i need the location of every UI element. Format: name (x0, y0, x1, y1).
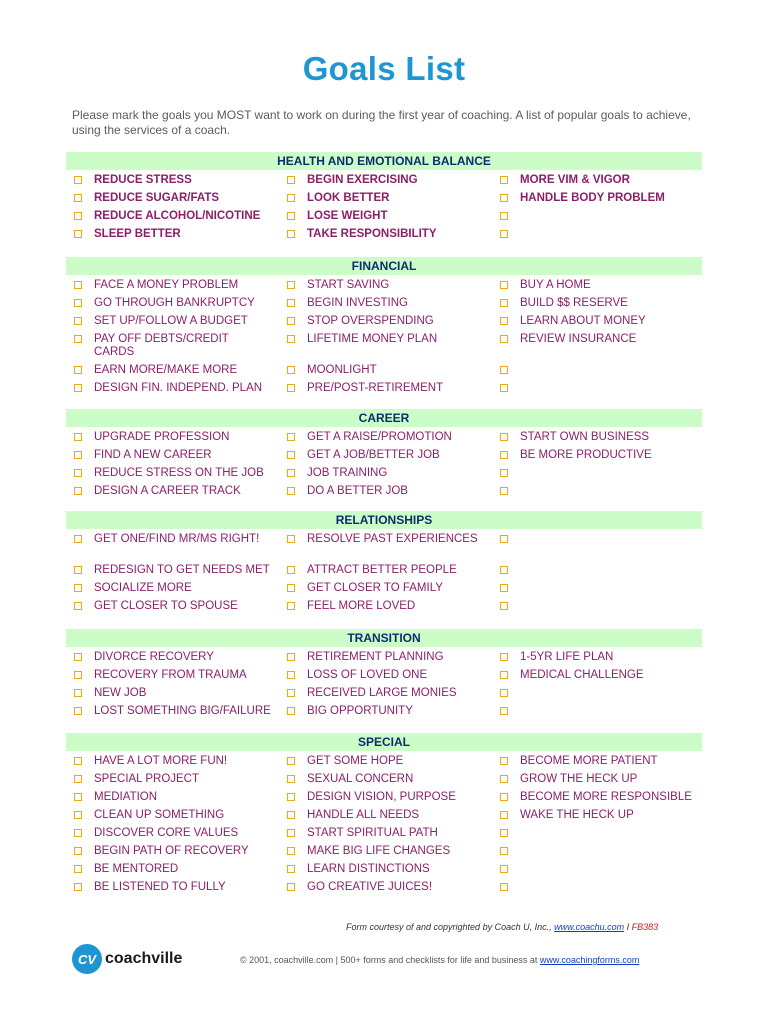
goal-label: FIND A NEW CAREER (94, 449, 212, 461)
goal-label: TAKE RESPONSIBILITY (307, 228, 437, 240)
section-heading: SPECIAL (66, 733, 702, 751)
goal-label: LIFETIME MONEY PLAN (307, 333, 438, 345)
goal-checkbox[interactable] (287, 811, 295, 819)
goal-checkbox[interactable] (74, 384, 82, 392)
goal-label: UPGRADE PROFESSION (94, 431, 230, 443)
goal-label: CLEAN UP SOMETHING (94, 809, 225, 821)
goal-grid (66, 529, 702, 618)
goal-checkbox[interactable] (500, 847, 508, 855)
goal-checkbox[interactable] (74, 433, 82, 441)
section-3 (66, 511, 702, 618)
goal-label: BUILD $$ RESERVE (520, 297, 628, 309)
goal-checkbox[interactable] (500, 366, 508, 374)
goal-label: BEGIN INVESTING (307, 297, 408, 309)
section-4 (66, 629, 702, 723)
goal-label: MEDICAL CHALLENGE (520, 669, 644, 681)
goal-label: PRE/POST-RETIREMENT (307, 382, 444, 394)
coachville-logo (72, 944, 182, 974)
goal-checkbox[interactable] (500, 535, 508, 543)
goal-checkbox[interactable] (287, 584, 295, 592)
goal-checkbox[interactable] (74, 602, 82, 610)
goal-checkbox[interactable] (500, 757, 508, 765)
goal-checkbox[interactable] (74, 757, 82, 765)
goal-label: DESIGN VISION, PURPOSE (307, 791, 456, 803)
intro-text: Please mark the goals you MOST want to work on during the first year of coaching. A list of popular goals to achieve, using the services of a coach. (72, 108, 691, 137)
goal-label: FEEL MORE LOVED (307, 600, 416, 612)
section-5 (66, 733, 702, 899)
goal-label: GET CLOSER TO SPOUSE (94, 600, 238, 612)
goal-checkbox[interactable] (500, 653, 508, 661)
goal-checkbox[interactable] (287, 793, 295, 801)
goal-label: REDUCE SUGAR/FATS (94, 192, 220, 204)
goal-checkbox[interactable] (74, 335, 82, 343)
goal-checkbox[interactable] (500, 299, 508, 307)
goal-checkbox[interactable] (287, 535, 295, 543)
goal-checkbox[interactable] (74, 212, 82, 220)
copyright-text: © 2001, coachville.com | 500+ forms and checklists for life and business at (240, 955, 540, 965)
goal-label: 1-5YR LIFE PLAN (520, 651, 614, 663)
goal-label: LOSS OF LOVED ONE (307, 669, 428, 681)
goal-checkbox[interactable] (287, 775, 295, 783)
goal-label: BECOME MORE PATIENT (520, 755, 658, 767)
goal-checkbox[interactable] (500, 689, 508, 697)
goal-checkbox[interactable] (287, 212, 295, 220)
goal-grid (66, 170, 702, 246)
goal-label: REVIEW INSURANCE (520, 333, 637, 345)
goal-checkbox[interactable] (287, 335, 295, 343)
goal-checkbox[interactable] (74, 299, 82, 307)
goal-checkbox[interactable] (500, 335, 508, 343)
goal-checkbox[interactable] (287, 865, 295, 873)
goal-checkbox[interactable] (74, 653, 82, 661)
goal-label: GET ONE/FIND MR/MS RIGHT! (94, 533, 260, 545)
goal-checkbox[interactable] (287, 230, 295, 238)
goal-label: PAY OFF DEBTS/CREDIT CARDS (94, 333, 229, 358)
goal-checkbox[interactable] (500, 602, 508, 610)
goal-checkbox[interactable] (500, 707, 508, 715)
goal-grid (66, 275, 702, 400)
goal-checkbox[interactable] (74, 176, 82, 184)
goal-label: ATTRACT BETTER PEOPLE (307, 564, 457, 576)
goal-checkbox[interactable] (287, 829, 295, 837)
goal-checkbox[interactable] (500, 811, 508, 819)
goal-label: DIVORCE RECOVERY (94, 651, 214, 663)
goal-checkbox[interactable] (74, 194, 82, 202)
goal-checkbox[interactable] (500, 793, 508, 801)
goal-checkbox[interactable] (500, 865, 508, 873)
footer-credit (346, 922, 658, 932)
goal-label: REDUCE STRESS (94, 174, 192, 186)
goal-checkbox[interactable] (287, 757, 295, 765)
goal-checkbox[interactable] (74, 566, 82, 574)
goal-label: START OWN BUSINESS (520, 431, 650, 443)
goal-checkbox[interactable] (74, 829, 82, 837)
goal-label: BE MORE PRODUCTIVE (520, 449, 652, 461)
goal-checkbox[interactable] (287, 433, 295, 441)
goal-checkbox[interactable] (74, 584, 82, 592)
goal-checkbox[interactable] (74, 281, 82, 289)
goal-label: GO THROUGH BANKRUPTCY (94, 297, 255, 309)
goal-checkbox[interactable] (500, 281, 508, 289)
section-heading: TRANSITION (66, 629, 702, 647)
goal-label: LOOK BETTER (307, 192, 390, 204)
goal-checkbox[interactable] (500, 829, 508, 837)
goal-label: MOONLIGHT (307, 364, 377, 376)
goal-label: RECOVERY FROM TRAUMA (94, 669, 247, 681)
goal-label: HAVE A LOT MORE FUN! (94, 755, 228, 767)
goal-label: RESOLVE PAST EXPERIENCES (307, 533, 478, 545)
goal-label: BECOME MORE RESPONSIBLE (520, 791, 692, 803)
goal-checkbox[interactable] (500, 487, 508, 495)
goal-checkbox[interactable] (287, 487, 295, 495)
goal-label: GO CREATIVE JUICES! (307, 881, 433, 893)
goal-label: START SPIRITUAL PATH (307, 827, 438, 839)
goal-checkbox[interactable] (287, 317, 295, 325)
goal-label: STOP OVERSPENDING (307, 315, 434, 327)
goal-checkbox[interactable] (287, 689, 295, 697)
goal-checkbox[interactable] (74, 451, 82, 459)
section-heading: RELATIONSHIPS (66, 511, 702, 529)
goal-label: REDUCE STRESS ON THE JOB (94, 467, 264, 479)
goal-checkbox[interactable] (74, 535, 82, 543)
goal-label: BEGIN PATH OF RECOVERY (94, 845, 249, 857)
coachingforms-link[interactable]: www.coachingforms.com (539, 955, 640, 965)
goal-checkbox[interactable] (287, 653, 295, 661)
goal-label: RETIREMENT PLANNING (307, 651, 444, 663)
goal-checkbox[interactable] (500, 566, 508, 574)
goal-label: JOB TRAINING (307, 467, 388, 479)
goal-checkbox[interactable] (500, 194, 508, 202)
goal-checkbox[interactable] (287, 451, 295, 459)
goal-checkbox[interactable] (500, 317, 508, 325)
goal-checkbox[interactable] (500, 775, 508, 783)
goal-checkbox[interactable] (500, 230, 508, 238)
goal-checkbox[interactable] (287, 366, 295, 374)
goal-checkbox[interactable] (500, 451, 508, 459)
goal-checkbox[interactable] (500, 433, 508, 441)
logo-text: coachville (105, 950, 183, 967)
goal-label: BE LISTENED TO FULLY (94, 881, 226, 893)
goal-checkbox[interactable] (287, 176, 295, 184)
goal-checkbox[interactable] (74, 230, 82, 238)
goal-checkbox[interactable] (74, 811, 82, 819)
page-title: Goals List (302, 50, 466, 87)
goal-checkbox[interactable] (74, 317, 82, 325)
goal-label: GET SOME HOPE (307, 755, 404, 767)
coachu-link[interactable]: www.coachu.com (554, 922, 625, 932)
form-code: FB383 (631, 922, 659, 932)
goal-checkbox[interactable] (74, 793, 82, 801)
goal-label: HANDLE ALL NEEDS (307, 809, 420, 821)
goal-checkbox[interactable] (500, 384, 508, 392)
goal-label: LEARN DISTINCTIONS (307, 863, 430, 875)
goal-checkbox[interactable] (74, 883, 82, 891)
goal-label: RECEIVED LARGE MONIES (307, 687, 457, 699)
logo-mark: CV (72, 944, 102, 974)
goal-label: LEARN ABOUT MONEY (520, 315, 646, 327)
goal-label: REDESIGN TO GET NEEDS MET (94, 564, 270, 576)
goal-checkbox[interactable] (287, 707, 295, 715)
goal-label: DISCOVER CORE VALUES (94, 827, 239, 839)
goal-checkbox[interactable] (500, 212, 508, 220)
goal-label: SPECIAL PROJECT (94, 773, 200, 785)
goal-checkbox[interactable] (287, 194, 295, 202)
goal-label: MEDIATION (94, 791, 158, 803)
goal-checkbox[interactable] (74, 469, 82, 477)
goal-label: EARN MORE/MAKE MORE (94, 364, 238, 376)
credit-text: Form courtesy of and copyrighted by Coach U, Inc., (346, 922, 555, 932)
goal-grid (66, 647, 702, 723)
goal-label: DO A BETTER JOB (307, 485, 408, 497)
goal-label: SOCIALIZE MORE (94, 582, 192, 594)
goal-label: SET UP/FOLLOW A BUDGET (94, 315, 248, 327)
goal-checkbox[interactable] (500, 671, 508, 679)
goal-checkbox[interactable] (74, 775, 82, 783)
goal-label: GET A RAISE/PROMOTION (307, 431, 452, 443)
goal-checkbox[interactable] (287, 602, 295, 610)
goal-label: START SAVING (307, 279, 390, 291)
goal-label: GROW THE HECK UP (520, 773, 638, 785)
goal-checkbox[interactable] (287, 281, 295, 289)
goal-label: GET A JOB/BETTER JOB (307, 449, 440, 461)
goal-label: DESIGN A CAREER TRACK (94, 485, 241, 497)
goal-checkbox[interactable] (500, 469, 508, 477)
goal-checkbox[interactable] (287, 299, 295, 307)
goal-label: NEW JOB (94, 687, 147, 699)
goal-checkbox[interactable] (287, 469, 295, 477)
goal-checkbox[interactable] (74, 366, 82, 374)
goal-checkbox[interactable] (287, 566, 295, 574)
credit-separator: I (624, 922, 632, 932)
copyright-line (240, 955, 639, 965)
section-heading: HEALTH AND EMOTIONAL BALANCE (66, 152, 702, 170)
goal-label: BE MENTORED (94, 863, 179, 875)
goal-label: GET CLOSER TO FAMILY (307, 582, 443, 594)
goal-label: FACE A MONEY PROBLEM (94, 279, 239, 291)
goal-checkbox[interactable] (287, 671, 295, 679)
goal-label: SEXUAL CONCERN (307, 773, 414, 785)
goal-checkbox[interactable] (500, 176, 508, 184)
goal-checkbox[interactable] (500, 883, 508, 891)
section-0 (66, 152, 702, 246)
goal-grid (66, 427, 702, 503)
section-1 (66, 257, 702, 400)
goal-label: BIG OPPORTUNITY (307, 705, 413, 717)
goal-checkbox[interactable] (74, 689, 82, 697)
goal-checkbox[interactable] (287, 847, 295, 855)
goal-label: HANDLE BODY PROBLEM (520, 192, 665, 204)
section-heading: CAREER (66, 409, 702, 427)
section-heading: FINANCIAL (66, 257, 702, 275)
goal-label: MAKE BIG LIFE CHANGES (307, 845, 451, 857)
goal-label: SLEEP BETTER (94, 228, 181, 240)
goal-grid (66, 751, 702, 899)
goal-checkbox[interactable] (74, 671, 82, 679)
goal-label: WAKE THE HECK UP (520, 809, 634, 821)
goal-label: DESIGN FIN. INDEPEND. PLAN (94, 382, 263, 394)
goal-checkbox[interactable] (287, 384, 295, 392)
goal-checkbox[interactable] (287, 883, 295, 891)
goal-label: BEGIN EXERCISING (307, 174, 418, 186)
goal-label: LOSE WEIGHT (307, 210, 388, 222)
section-2 (66, 409, 702, 503)
goal-checkbox[interactable] (74, 487, 82, 495)
goal-checkbox[interactable] (74, 847, 82, 855)
goal-label: MORE VIM & VIGOR (520, 174, 630, 186)
goal-checkbox[interactable] (74, 707, 82, 715)
goal-label: LOST SOMETHING BIG/FAILURE (94, 705, 271, 717)
goal-checkbox[interactable] (74, 865, 82, 873)
goal-label: BUY A HOME (520, 279, 591, 291)
goal-label: REDUCE ALCOHOL/NICOTINE (94, 210, 261, 222)
goal-checkbox[interactable] (500, 584, 508, 592)
